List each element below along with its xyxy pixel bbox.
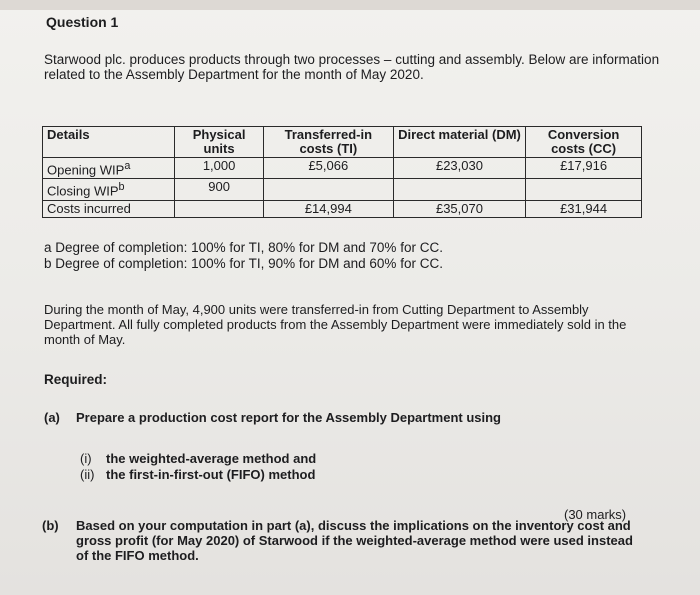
footnote-marker: a [124, 160, 131, 172]
footnote-a: a Degree of completion: 100% for TI, 80% for DM and 70% for CC. [44, 240, 443, 255]
cell-dm: £23,030 [393, 158, 525, 179]
question-title: Question 1 [46, 14, 119, 30]
top-edge [0, 0, 700, 10]
table-header-row [43, 127, 642, 158]
cell-dm [393, 179, 525, 200]
cell-cc: £17,916 [526, 158, 642, 179]
cell-cc [526, 179, 642, 200]
part-a-text: Prepare a production cost report for the Assembly Department using [76, 410, 501, 425]
cell-dm: £35,070 [393, 200, 525, 217]
intro-paragraph: Starwood plc. produces products through two processes – cutting and assembly. Below are information related to the Assembly Department for the month of May 2020. [44, 52, 660, 82]
row-label: Costs incurred [43, 200, 175, 217]
cell-units [175, 200, 264, 217]
footnote-b: b Degree of completion: 100% for TI, 90% for DM and 60% for CC. [44, 256, 443, 271]
part-b-marker: (b) [42, 518, 59, 533]
table-row [43, 200, 642, 217]
cell-cc: £31,944 [526, 200, 642, 217]
table-row [43, 179, 642, 200]
cost-details-table [42, 126, 642, 218]
part-a-marker: (a) [44, 410, 60, 425]
sub-ii-marker: (ii) [80, 467, 95, 482]
part-a-sub-i [80, 451, 316, 466]
header-transferred-in: Transferred-in costs (TI) [263, 127, 393, 158]
part-b-text: Based on your computation in part (a), discuss the implications on the inventory cost and gross profit (for May 2020) of Starwood if the weighted-average method were used instead of the FIFO method. [76, 518, 633, 563]
sub-i-text: the weighted-average method and [106, 451, 317, 466]
marks-allocation: (30 marks) [564, 507, 627, 522]
part-a-sub-ii [80, 467, 315, 482]
cell-ti [263, 179, 393, 200]
cell-units: 900 [175, 179, 264, 200]
footnotes [44, 240, 443, 272]
sub-ii-text: the first-in-first-out (FIFO) method [106, 467, 316, 482]
header-conversion-costs: Conversion costs (CC) [526, 127, 642, 158]
cell-ti: £14,994 [263, 200, 393, 217]
required-heading: Required: [44, 372, 108, 387]
cell-units: 1,000 [175, 158, 264, 179]
row-label: Closing WIP$^b$ [43, 179, 175, 200]
sub-i-marker: (i) [80, 451, 92, 466]
scenario-paragraph: During the month of May, 4,900 units were transferred-in from Cutting Department to Assembly Department. All fully completed products from the Assembly Department were immediately sold in the month of May. [44, 302, 627, 347]
cell-ti: £5,066 [263, 158, 393, 179]
table-row [43, 158, 642, 179]
header-physical-units: Physical units [175, 127, 264, 158]
row-label: Opening WIP$^a$ [43, 158, 175, 179]
footnote-marker: b [118, 181, 125, 194]
header-details: Details [43, 127, 175, 158]
header-direct-material: Direct material (DM) [393, 127, 525, 158]
